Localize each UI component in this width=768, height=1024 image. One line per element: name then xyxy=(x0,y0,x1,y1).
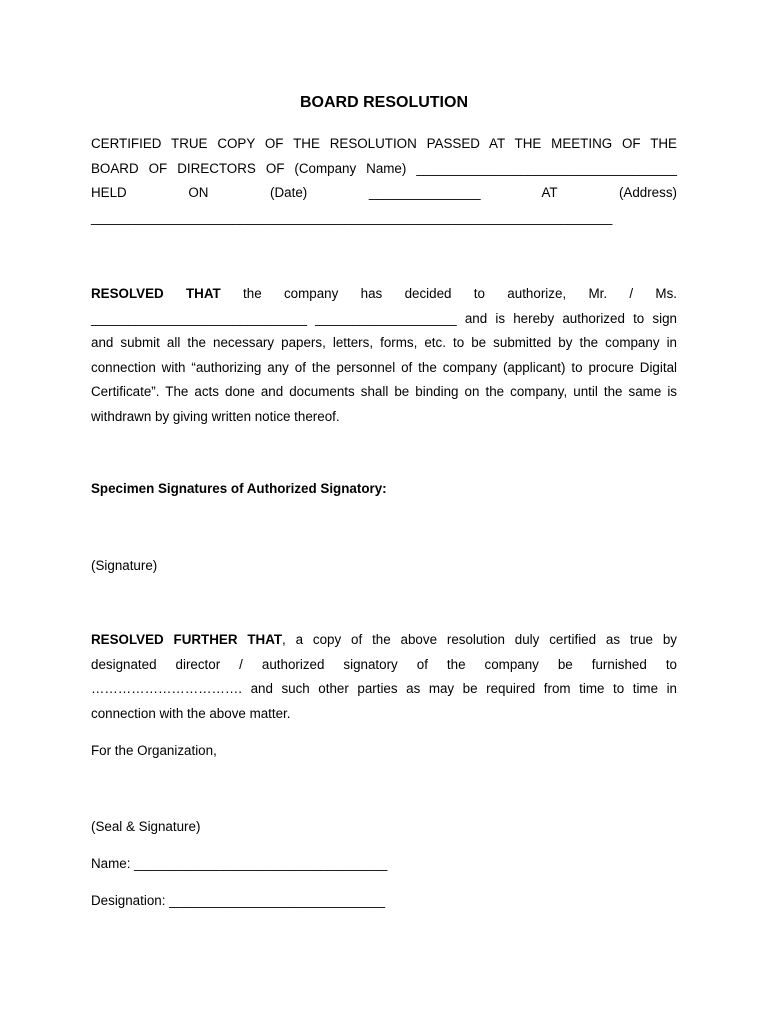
resolved-further-line-3: ……………………………. and such other parties as may be required from time to time in xyxy=(91,681,677,696)
address-blank-line: ______________________________________________________________________ xyxy=(91,209,613,225)
date-blank: _______________ xyxy=(368,185,481,200)
on-word: ON xyxy=(188,185,209,200)
for-organization: For the Organization, xyxy=(91,743,217,758)
address-label: (Address) xyxy=(618,185,677,200)
designation-field: Designation: _____________________________ xyxy=(91,893,386,908)
resolved-line-6: withdrawn by giving written notice thereof. xyxy=(91,408,340,424)
resolved-line-3: and submit all the necessary papers, letters, forms, etc. to be submitted by the company in xyxy=(91,335,677,350)
resolved-line-4: connection with “authorizing any of the personnel of the company (applicant) to procure Digital xyxy=(91,359,677,375)
resolved-line-2: _____________________________ ___________________ and is hereby authorized to sign xyxy=(91,310,677,326)
resolved-further-paragraph xyxy=(91,628,677,726)
certified-line-1: CERTIFIED TRUE COPY OF THE RESOLUTION PASSED AT THE MEETING OF THE xyxy=(91,136,677,151)
resolved-line-1-text: the company has decided to authorize, Mr. / Ms. xyxy=(243,286,677,301)
resolved-line-1 xyxy=(91,282,677,307)
document-title: BOARD RESOLUTION xyxy=(300,94,468,111)
held-word: HELD xyxy=(91,185,127,200)
certified-line-2: BOARD OF DIRECTORS OF (Company Name) ___________________________________ xyxy=(91,160,677,176)
specimen-signatures-heading: Specimen Signatures of Authorized Signatory: xyxy=(91,481,387,496)
signature-label: (Signature) xyxy=(91,558,158,573)
at-word: AT xyxy=(541,185,558,200)
resolved-paragraph xyxy=(91,282,677,429)
resolved-further-line-2: designated director / authorized signatory of the company be furnished to xyxy=(91,656,677,672)
name-field: Name: __________________________________ xyxy=(91,856,388,871)
date-label: (Date) xyxy=(270,185,308,200)
resolved-further-lead: RESOLVED FURTHER THAT xyxy=(91,632,283,647)
resolved-further-line-4: connection with the above matter. xyxy=(91,705,291,721)
resolved-line-5: Certificate”. The acts done and documents shall be binding on the company, until the same is xyxy=(91,384,677,399)
resolved-further-line-1 xyxy=(91,628,677,653)
resolved-further-line-1-text: , a copy of the above resolution duly certified as true by xyxy=(282,632,677,647)
certified-paragraph xyxy=(91,132,677,230)
resolved-that-lead: RESOLVED THAT xyxy=(91,286,221,301)
certified-line-3 xyxy=(91,181,677,206)
seal-signature-label: (Seal & Signature) xyxy=(91,819,201,834)
